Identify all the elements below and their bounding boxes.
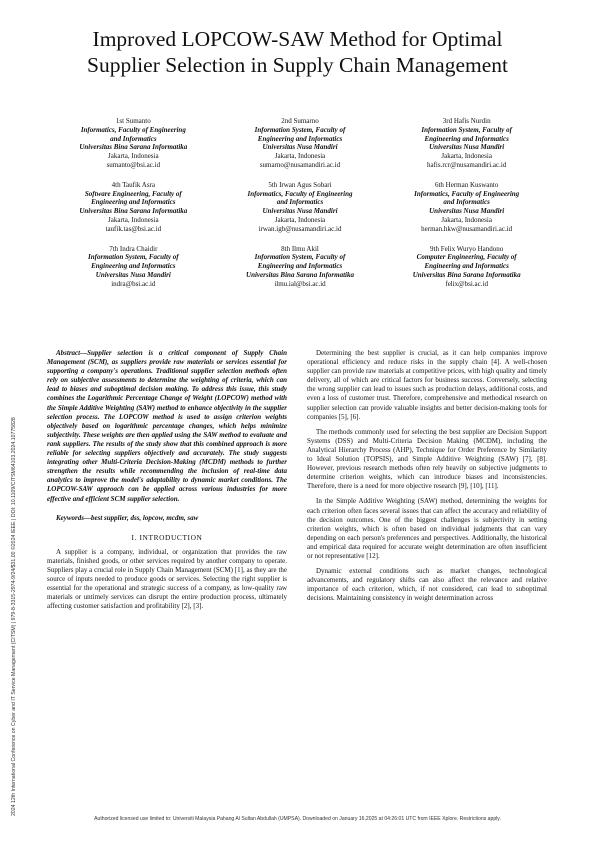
author-affiliation: Engineering and Informatics (91, 198, 176, 207)
right-column (307, 349, 547, 609)
author-university: Universitas Bina Sarana Informatika (79, 207, 188, 216)
author-affiliation: Informatics, Faculty of Engineering (414, 189, 520, 198)
author-city: Jakarta, Indonesia (274, 215, 326, 224)
author-email: sumarno@nusamandiri.ac.id (259, 160, 341, 169)
author-name: 1st Sumanto (115, 117, 151, 125)
author-affiliation: Information System, Faculty of (421, 125, 512, 134)
author-affiliation: Computer Engineering, Faculty of (416, 253, 517, 262)
left-column (47, 349, 287, 617)
author-name: 6th Herman Kuswanto (434, 180, 499, 189)
author-affiliation: Engineering and Informatics (424, 262, 509, 271)
paper-title (40, 26, 555, 78)
author-affiliation: and Informatics (443, 198, 490, 207)
author-university: Universitas Bina Sarana Informatika (246, 270, 354, 279)
author-city: Jakarta, Indonesia (108, 152, 159, 161)
author-name: 9th Felix Wuryo Handono (430, 244, 504, 253)
author-city: Jakarta, Indonesia (274, 152, 326, 161)
license-footer: Authorized licensed use limited to: Universiti Malaysia Pahang Al Sultan Abdullah (UMPSA). Downloaded on January 16,2025 at 04:26:01 UTC from IEEE Xplore. Restrictions apply. (94, 816, 501, 822)
author-affiliation: and Informatics (110, 134, 157, 143)
author-university: Universitas Bina Sarana Informatika (412, 270, 521, 279)
author-5 (217, 181, 384, 234)
author-1 (50, 117, 217, 170)
title-line-1: Improved LOPCOW-SAW Method for Optimal (92, 27, 503, 51)
author-7 (50, 245, 217, 289)
conference-sidebar-text: 2024 12th International Conference on Cyber and IT Service Management (CITSM) | 979-8-3315-2974-9/24/$31.00 ©2024 IEEE | DOI: 10.1109/CITSM64103.2024.10775828 (11, 417, 17, 816)
paragraph: A supplier is a company, individual, or organization that provides the raw materials, finished goods, or other services required by another company to operate. Suppliers play a crucial role in Supply Chain Management (SCM) [1], as they are the source of inputs needed to produce goods or services. Selecting the right supplier is essential for the operational and strategic success of a company, as low-quality raw materials or untimely services can disrupt the entire production process, ultimately affecting customer satisfaction and profitability [2], [3]. (47, 547, 287, 611)
author-affiliation: Information System, Faculty of (254, 125, 346, 134)
paragraph: In the Simple Additive Weighting (SAW) method, determining the weights for each criterion often faces several issues that can affect the accuracy and reliability of the decision outcomes. One of the biggest challenges is subjectivity in setting criterion weights, which is often based on individual judgments that can vary depending on each person's preferences and perspectives. Additionally, the historical and empirical data required for accurate weight determination are often insufficient or not representative [12]. (307, 497, 547, 560)
author-university: Universitas Nusa Mandiri (95, 270, 171, 279)
paragraph: Dynamic external conditions such as market changes, technological advancements, and regulatory shifts can also affect the relevance and relative importance of each criterion, which, if not considered, can lead to suboptimal decisions. Maintaining consistency in weight determination across (307, 567, 547, 603)
author-affiliation: Information System, Faculty of (88, 253, 179, 262)
author-email: indra@bsi.ac.id (111, 279, 156, 288)
author-email: irwan.igb@nusamandiri.ac.id (258, 224, 342, 233)
author-email: taufik.tas@bsi.ac.id (105, 224, 162, 233)
abstract-text: Supplier selection is a critical component of Supply Chain Management (SCM), as suppliers provide raw materials or services essential for supporting a company's operations. Traditional supplier selection methods often rely on subjective assessments to determine the weighting of criteria, which can lead to biases and suboptimal decision making. To address this issue, this study combines the Logarithmic Percentage Change of Weight (LOPCOW) method with the Simple Additive Weighting (SAW) method to enhance objectivity in the supplier selection process. The LOPCOW method is used to assign criterion weights objectively based on logarithmic percentage changes, which helps minimize subjectivity. These weights are then applied using the SAW method to evaluate and rank suppliers. The results of the study show that this combined approach is more reliable for selecting suppliers objectively and accurately. The study suggests integrating other Multi-Criteria Decision-Making (MCDM) methods to further strengthen the results while recommending the inclusion of real-time data analytics to improve the model's adaptability to dynamic market conditions. The LOPCOW-SAW approach can be applied across various industries for more effective and efficient SCM supplier selection. (47, 349, 287, 503)
section-heading: I. INTRODUCTION (131, 532, 203, 542)
author-name: 7th Indra Chaidir (109, 244, 158, 253)
author-3 (383, 117, 550, 170)
author-email: ilmu.ial@bsi.ac.id (274, 279, 326, 288)
author-university: Universitas Nusa Mandiri (262, 143, 338, 152)
author-affiliation: Engineering and Informatics (91, 262, 176, 271)
author-university: Universitas Nusa Mandiri (429, 143, 505, 152)
author-email: sumanto@bsi.ac.id (106, 160, 161, 169)
title-line-2: Supplier Selection in Supply Chain Management (87, 53, 508, 77)
author-email: hafis.rcr@nusamandiri.ac.id (426, 160, 507, 169)
author-affiliation: Information System, Faculty of (254, 253, 346, 262)
author-6 (383, 181, 550, 234)
author-university: Universitas Nusa Mandiri (262, 207, 338, 216)
author-4 (50, 181, 217, 234)
author-affiliation: Software Engineering, Faculty of (84, 189, 182, 198)
author-9 (383, 245, 550, 289)
abstract-lead: Abstract— (56, 349, 88, 357)
author-affiliation: Engineering and Informatics (257, 262, 343, 271)
author-affiliation: Engineering and Informatics (424, 134, 509, 143)
author-university: Universitas Nusa Mandiri (429, 207, 505, 216)
author-name: 2nd Sumarno (281, 117, 319, 125)
author-name: 5th Irwan Agus Sobari (268, 180, 332, 189)
author-affiliation: Informatics, Faculty of Engineering (247, 189, 353, 198)
author-affiliation: Engineering and Informatics (257, 134, 343, 143)
author-affiliation: Informatics, Faculty of Engineering (80, 125, 186, 134)
author-block (50, 117, 550, 289)
author-8 (217, 245, 384, 289)
paragraph: Determining the best supplier is crucial, as it can help companies improve operational efficiency and reduce risks in the supply chain [4]. A well-chosen supplier can provide raw materials at competitive prices, with high quality and timely delivery, all of which are critical factors for business success. Conversely, selecting the wrong supplier can lead to issues such as production delays, additional costs, and even a loss of customer trust. Therefore, comprehensive and methodical research on supplier selection can provide valuable insights and better decision-making tools for companies [5], [6]. (307, 349, 547, 421)
author-name: 4th Taufik Asra (111, 180, 155, 189)
author-city: Jakarta, Indonesia (108, 215, 159, 224)
author-city: Jakarta, Indonesia (441, 215, 492, 224)
author-city: Jakarta, Indonesia (441, 152, 492, 161)
author-name: 3rd Hafis Nurdin (442, 117, 491, 125)
author-email: herman.hkw@nusamandiri.ac.id (421, 224, 513, 233)
author-university: Universitas Bina Sarana Informatika (79, 143, 188, 152)
keywords: Keywords—best supplier, dss, lopcow, mcdm, saw (56, 513, 199, 522)
paragraph: The methods commonly used for selecting the best supplier are Decision Support Systems (DSS) and Multi-Criteria Decision Making (MCDM), including the Analytical Hierarchy Process (AHP), Technique for Order Preference by Similarity to Ideal Solution (TOPSIS), and Simple Additive Weighting (SAW) [7], [8]. However, previous research methods often rely heavily on subjective judgments to determine criterion weights, which can introduce biases and inconsistencies. Therefore, there is a need for more objective research [9], [10], [11]. (307, 427, 547, 491)
conference-sidebar (5, 176, 17, 816)
author-affiliation: and Informatics (276, 198, 324, 207)
author-2 (217, 117, 384, 170)
abstract (47, 349, 287, 504)
author-name: 8th Ilmu Akil (281, 244, 319, 253)
author-email: felix@bsi.ac.id (445, 279, 488, 288)
